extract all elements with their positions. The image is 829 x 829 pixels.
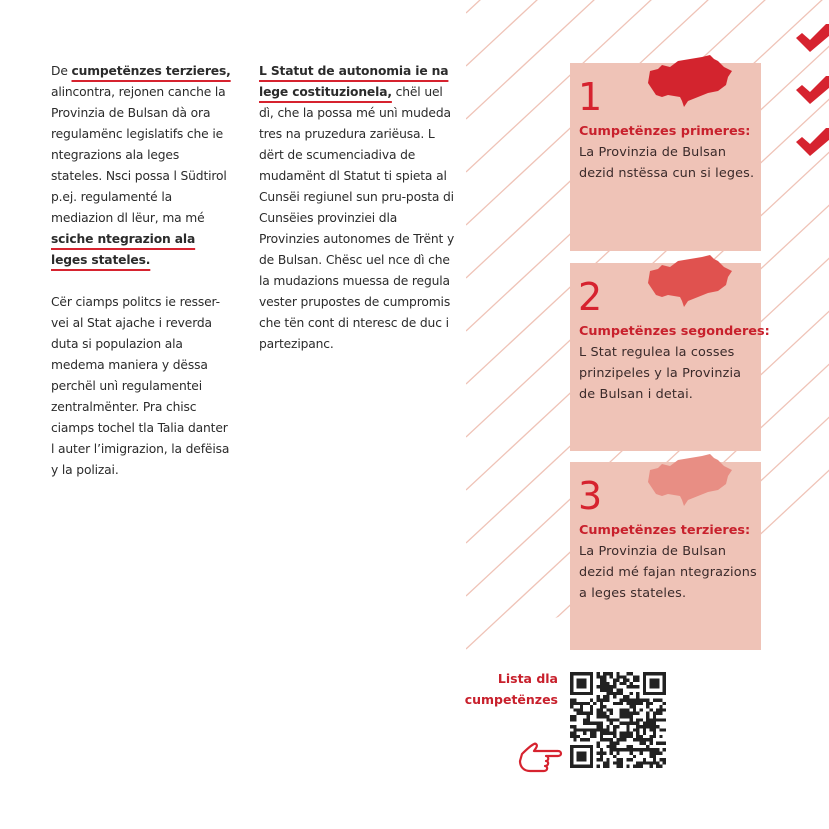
card-number: 3 <box>578 474 603 518</box>
card-number: 1 <box>578 75 603 119</box>
south-tyrol-map-icon <box>648 255 732 307</box>
card-text: La Provinzia de Bulsan dezid nstëssa cun si leges. <box>579 145 755 181</box>
paragraph-statute <box>259 61 459 355</box>
card-title: Cumpetënzes primeres: <box>579 124 751 139</box>
card-title: Cumpetënzes segonderes: <box>579 324 770 339</box>
qr-code[interactable] <box>570 672 666 768</box>
qr-label <box>465 668 558 710</box>
paragraph-state-fields: Cër ciamps politcs ie resser-vei al Stat ajache i reverda duta si populazion ala medema maniera y dëssa perchël unì regulamentei zentralmënter. Pra chisc ciamps tochel tla Talia danter l auter l’imigrazion, la defëisa y la polizai. <box>51 295 230 477</box>
text-column-middle <box>259 61 459 355</box>
competence-card-3 <box>570 462 761 650</box>
text: De <box>51 64 72 78</box>
highlight-term: cumpetënzes terzieres, <box>71 64 231 78</box>
highlight-term: sciche ntegrazion ala leges stateles. <box>51 232 196 267</box>
text-column-left <box>51 61 231 481</box>
text: chël uel dì, che la possa mé unì mudeda tres na pruzedura zariëusa. L dërt de scumenciadiva de mudamënt dl Statut ti spieta al Cunsëi regiunel sun pru-posta di Cunsëies provinziei dla Provinzies autonomes de Trënt y de Bulsan. Chësc uel nce dì che la mudazions muessa de regula vester prupostes de cumpromis che tën cont di nteresc de duc i partezipanc. <box>259 85 455 351</box>
checkmark-icon <box>796 24 829 52</box>
south-tyrol-map-icon <box>648 55 732 107</box>
card-title: Cumpetënzes terzieres: <box>579 523 751 538</box>
competence-card-2 <box>570 263 770 451</box>
pointing-hand-icon <box>518 742 564 774</box>
highlight-term: L Statut de autonomia ie na lege costituzionela, <box>259 64 449 99</box>
card-text: L Stat regulea la cosses prinzipeles y la Provinzia de Bulsan i detai. <box>579 345 742 402</box>
south-tyrol-map-icon <box>648 454 732 506</box>
card-number: 2 <box>578 275 603 319</box>
checkmark-icon <box>796 76 829 104</box>
card-text: La Provinzia de Bulsan dezid mé fajan ntegrazions a leges stateles. <box>579 544 757 601</box>
qr-label-line: cumpetënzes <box>464 692 558 707</box>
checkmark-icon <box>796 128 829 156</box>
competence-card-1 <box>570 63 761 251</box>
text: alincontra, rejonen canche la Provinzia de Bulsan dà ora regulamënc legislatifs che ie ntegrazions ala leges stateles. Nsci possa l Südtirol p.ej. regulamenté la mediazion dl lëur, ma mé <box>51 85 227 225</box>
paragraph-tertiary-competences <box>51 61 231 271</box>
qr-label-line: Lista dla <box>497 671 558 686</box>
stripe-line <box>466 0 829 13</box>
